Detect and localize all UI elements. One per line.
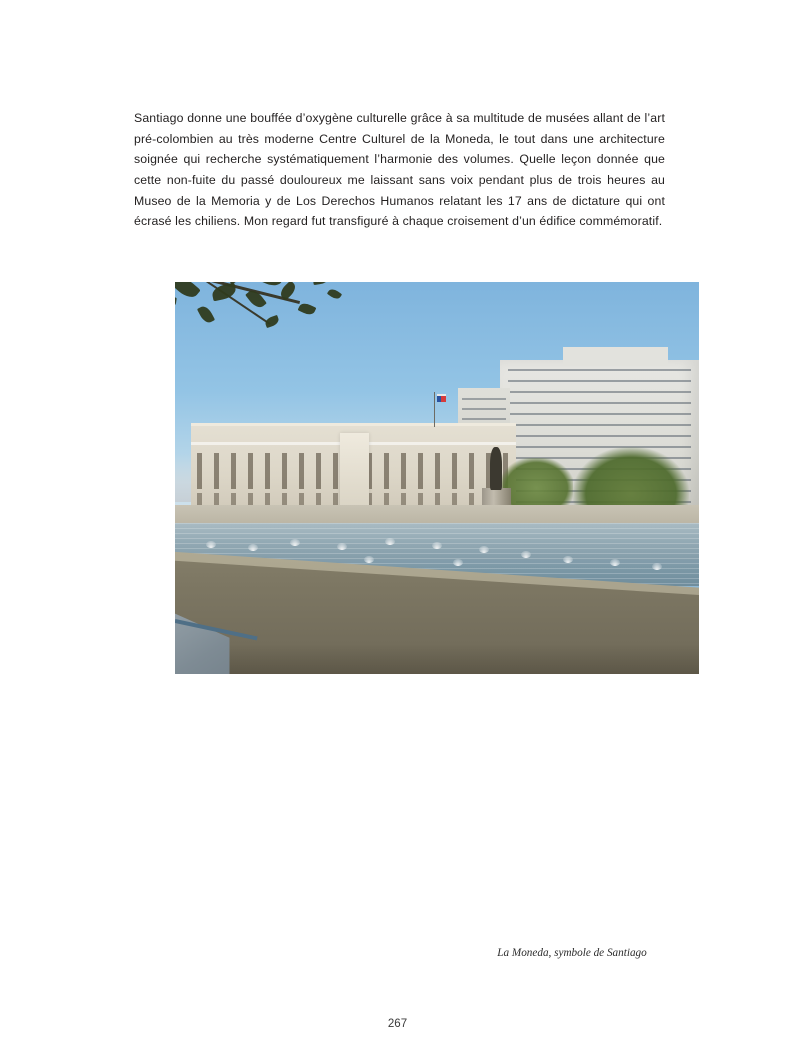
fountain-jet [385,538,395,545]
fountain-jet [432,542,442,549]
building-roof-block [563,347,668,367]
page-number: 267 [387,1018,408,1030]
tree-leaf [258,282,283,288]
tree-foliage-overhang [175,282,395,392]
photo-la-moneda [175,282,699,674]
figure-caption: La Moneda, symbole de Santiago [497,947,647,959]
chilean-flag [437,394,446,402]
wall-shadow [175,644,699,674]
fountain-jet [521,551,531,558]
flagpole [434,392,435,427]
tree-leaf [197,304,215,325]
fountain-jet [206,541,216,548]
bronze-statue [490,447,502,490]
figure-la-moneda [175,282,699,959]
tree-leaf [264,315,280,328]
tree-leaf [175,294,177,310]
fountain-jet [479,546,489,553]
fountain-jet [364,556,374,563]
tree-leaf [297,301,316,317]
fountain-jet [563,556,573,563]
palace-main-portal [340,433,369,516]
body-paragraph: Santiago donne une bouffée d’oxygène culturelle grâce à sa multitude de musées allant de l’art pré-colombien au très moderne Centre Culturel de la Moneda, le tout dans une architecture soignée qui recherche systématiquement l’harmonie des volumes. Quelle leçon donnée que cette non-fuite du passé douloureux me laissant sans voix pendant plus de trois heures au Museo de la Memoria y de Los Derechos Humanos relatant les 17 ans de dictature qui ont écrasé les chiliens. Mon regard fut transfiguré à chaque croisement d’un édifice commémoratif. [134,111,665,229]
tree-leaf [175,282,201,301]
tree-leaf [326,288,341,302]
la-moneda-palace [191,423,516,516]
tree-leaf [313,282,330,286]
